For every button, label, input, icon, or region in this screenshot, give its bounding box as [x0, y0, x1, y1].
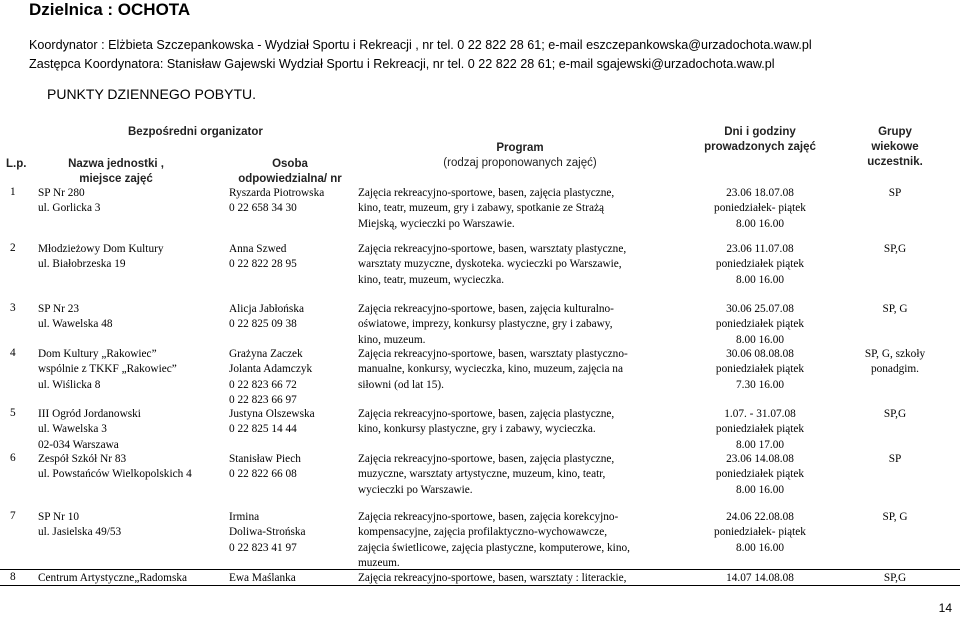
row-7-unit-line: SP Nr 10 [38, 511, 80, 523]
row-2-groups-line: SP,G [883, 243, 907, 255]
header-groups-line-1: Grupy [878, 126, 912, 138]
row-5-person [229, 407, 315, 438]
row-4-person-line: 0 22 823 66 97 [229, 393, 297, 406]
row-4-lp: 4 [10, 347, 16, 359]
header-person-line-2: odpowiedzialna/ nr [238, 173, 342, 185]
row-2-person-line: 0 22 822 28 95 [229, 258, 297, 271]
header-unit-line-1: Nazwa jednostki , [68, 158, 164, 170]
row-3-groups [840, 302, 950, 317]
row-6-lp: 6 [10, 452, 16, 464]
row-5-person-line: 0 22 825 14 44 [229, 423, 297, 436]
header-program [420, 141, 620, 171]
header-groups [840, 125, 950, 170]
row-3-days-line: 8.00 16.00 [735, 333, 784, 346]
header-person-line-1: Osoba [272, 158, 308, 170]
row-4-person [229, 347, 312, 408]
row-8-unit [38, 571, 187, 586]
row-7-lp: 7 [10, 510, 16, 522]
row-8-groups-line: SP,G [883, 572, 907, 584]
row-6-program-line: Zajęcia rekreacyjno-sportowe, basen, zajęcia plastyczne, [358, 453, 615, 465]
row-3-unit-line: ul. Wawelska 48 [38, 318, 113, 331]
row-3-program-line: oświatowe, imprezy, konkursy plastyczne, gry i zabawy, [358, 318, 613, 331]
header-lp: L.p. [6, 158, 27, 170]
header-program-line-2: (rodzaj proponowanych zajęć) [443, 157, 597, 169]
section-title: PUNKTY DZIENNEGO POBYTU. [47, 86, 256, 102]
row-7-person [229, 510, 306, 556]
row-7-days-line: poniedziałek- piątek [714, 526, 806, 539]
row-3-groups-line: SP, G [882, 303, 908, 315]
row-1-days-line: 23.06 18.07.08 [726, 187, 794, 199]
row-6-unit-line: ul. Powstańców Wielkopolskich 4 [38, 468, 192, 481]
row-2-person-line: Anna Szwed [229, 243, 287, 255]
row-5-unit-line: III Ogród Jordanowski [38, 408, 141, 420]
row-1-lp: 1 [10, 186, 16, 198]
row-5-days-line: poniedziałek piątek [715, 423, 805, 436]
row-5-groups [840, 407, 950, 422]
row-1-program-line: Miejską, wycieczki po Warszawie. [358, 217, 515, 230]
row-7-days [695, 510, 825, 556]
header-program-line-1: Program [496, 142, 544, 154]
deputy-coordinator-line: Zastępca Koordynatora: Stanisław Gajewski Wydział Sportu i Rekreacji, nr tel. 0 22 822 28 61; e-mail sgajewski@urzadochota.waw.pl [29, 57, 775, 71]
row-7-program-line: Zajęcia rekreacyjno-sportowe, basen, zajęcia korekcyjno- [358, 511, 619, 523]
row-3-person-line: Alicja Jabłońska [229, 303, 304, 315]
row-5-groups-line: SP,G [883, 408, 907, 420]
row-3-lp: 3 [10, 302, 16, 314]
row-1-person-line: Ryszarda Piotrowska [229, 187, 325, 199]
row-8-person-line: Ewa Maślanka [229, 572, 296, 584]
row-7-unit [38, 510, 121, 541]
row-6-program-line: wycieczki po Warszawie. [358, 483, 473, 496]
row-2-days [695, 242, 825, 288]
row-3-program [358, 302, 614, 348]
row-3-unit [38, 302, 113, 333]
row-4-unit [38, 347, 177, 393]
row-2-person [229, 242, 297, 273]
row-5-days-line: 1.07. - 31.07.08 [724, 408, 796, 420]
row-3-person [229, 302, 304, 333]
row-3-days-line: 30.06 25.07.08 [726, 303, 794, 315]
coordinator-line: Koordynator : Elżbieta Szczepankowska - Wydział Sportu i Rekreacji , nr tel. 0 22 822 28 61; e-mail eszczepankowska@urzadochota.waw.pl [29, 38, 812, 52]
header-organizer: Bezpośredni organizator [128, 126, 263, 138]
row-2-days-line: poniedziałek piątek [715, 258, 805, 271]
row-2-program-line: warsztaty muzyczne, dyskoteka. wycieczki po Warszawie, [358, 258, 622, 271]
row-6-groups [840, 452, 950, 467]
row-8-unit-line: Centrum Artystyczne„Radomska [38, 572, 188, 584]
row-8-program [358, 571, 626, 586]
row-3-unit-line: SP Nr 23 [38, 303, 80, 315]
row-4-program-line: Zajęcia rekreacyjno-sportowe, basen, warsztaty plastyczno- [358, 348, 628, 360]
row-7-days-line: 24.06 22.08.08 [726, 511, 794, 523]
row-7-unit-line: ul. Jasielska 49/53 [38, 526, 122, 539]
row-7-groups [840, 510, 950, 525]
row-3-person-line: 0 22 825 09 38 [229, 318, 297, 331]
row-3-program-line: Zajęcia rekreacyjno-sportowe, basen, zajęcia kulturalno- [358, 303, 614, 315]
row-1-person [229, 186, 324, 217]
page-number: 14 [938, 601, 952, 615]
row-5-days [695, 407, 825, 453]
row-6-days-line: poniedziałek piątek [715, 468, 805, 481]
row-5-person-line: Justyna Olszewska [229, 408, 315, 420]
row-7-program-line: zajęcia świetlicowe, zajęcia plastyczne, komputerowe, kino, [358, 541, 630, 554]
row-5-program [358, 407, 614, 438]
row-2-lp: 2 [10, 242, 16, 254]
row-5-program-line: kino, konkursy plastyczne, gry i zabawy, wycieczka. [358, 423, 596, 436]
header-unit-line-2: miejsce zajęć [79, 173, 153, 185]
row-divider [0, 585, 960, 586]
row-1-days [695, 186, 825, 232]
row-6-days-line: 8.00 16.00 [735, 483, 784, 496]
row-8-lp: 8 [10, 571, 16, 583]
row-4-groups [840, 347, 950, 378]
header-days-line-2: prowadzonych zajęć [704, 141, 816, 153]
row-2-unit-line: ul. Białobrzeska 19 [38, 258, 126, 271]
row-5-lp: 5 [10, 407, 16, 419]
row-2-unit [38, 242, 164, 273]
row-6-days [695, 452, 825, 498]
row-1-program-line: kino, teatr, muzeum, gry i zabawy, spotkanie ze Strażą [358, 202, 604, 215]
row-7-person-line: Irmina [229, 511, 260, 523]
row-4-days-line: poniedziałek piątek [715, 363, 805, 376]
row-5-unit-line: 02-034 Warszawa [38, 438, 119, 451]
row-4-days-line: 30.06 08.08.08 [726, 348, 794, 360]
row-3-days-line: poniedziałek piątek [715, 318, 805, 331]
row-6-person [229, 452, 301, 483]
row-7-person-line: Doliwa-Strońska [229, 526, 306, 539]
row-4-person-line: Grażyna Zaczek [229, 348, 303, 360]
row-3-program-line: kino, muzeum. [358, 333, 426, 346]
row-1-person-line: 0 22 658 34 30 [229, 202, 297, 215]
row-6-person-line: Stanisław Piech [229, 453, 301, 465]
header-groups-line-2: wiekowe [871, 141, 919, 153]
row-5-days-line: 8.00 17.00 [735, 438, 784, 451]
row-2-unit-line: Młodzieżowy Dom Kultury [38, 243, 164, 255]
header-days-line-1: Dni i godziny [724, 126, 796, 138]
row-6-unit-line: Zespół Szkół Nr 83 [38, 453, 127, 465]
row-4-person-line: Jolanta Adamczyk [229, 363, 313, 376]
row-1-program-line: Zajęcia rekreacyjno-sportowe, basen, zajęcia plastyczne, [358, 187, 615, 199]
header-days [695, 125, 825, 155]
row-2-days-line: 8.00 16.00 [735, 273, 784, 286]
row-7-days-line: 8.00 16.00 [735, 541, 784, 554]
row-8-days [695, 571, 825, 586]
row-5-program-line: Zajęcia rekreacyjno-sportowe, basen, zajęcia plastyczne, [358, 408, 615, 420]
row-1-groups-line: SP [888, 187, 902, 199]
header-groups-line-3: uczestnik. [867, 156, 923, 168]
row-2-days-line: 23.06 11.07.08 [726, 243, 794, 255]
row-divider [0, 569, 960, 570]
row-1-days-line: 8.00 16.00 [735, 217, 784, 230]
row-7-program [358, 510, 630, 571]
row-5-unit [38, 407, 141, 453]
row-2-program [358, 242, 626, 288]
row-4-unit-line: wspólnie z TKKF „Rakowiec” [38, 363, 177, 376]
header-person [230, 157, 350, 187]
row-8-person [229, 571, 296, 586]
row-1-groups [840, 186, 950, 201]
row-4-program-line: siłowni (od lat 15). [358, 378, 444, 391]
row-7-groups-line: SP, G [882, 511, 908, 523]
row-4-person-line: 0 22 823 66 72 [229, 378, 297, 391]
row-1-unit-line: ul. Gorlicka 3 [38, 202, 101, 215]
row-4-groups-line: SP, G, szkoły [864, 348, 926, 360]
row-8-days-line: 14.07 14.08.08 [726, 572, 794, 584]
row-4-days [695, 347, 825, 393]
row-7-program-line: muzeum. [358, 556, 400, 569]
row-1-unit-line: SP Nr 280 [38, 187, 85, 199]
row-1-program [358, 186, 614, 232]
row-6-groups-line: SP [888, 453, 902, 465]
row-1-unit [38, 186, 100, 217]
row-2-groups [840, 242, 950, 257]
row-2-program-line: kino, teatr, muzeum, wycieczka. [358, 273, 505, 286]
page-title: Dzielnica : OCHOTA [29, 0, 191, 19]
row-6-program [358, 452, 614, 498]
row-1-days-line: poniedziałek- piątek [714, 202, 806, 215]
row-6-days-line: 23.06 14.08.08 [726, 453, 794, 465]
row-8-program-line: Zajęcia rekreacyjno-sportowe, basen, warsztaty : literackie, [358, 572, 627, 584]
row-5-unit-line: ul. Wawelska 3 [38, 423, 107, 436]
row-2-program-line: Zajęcia rekreacyjno-sportowe, basen, warsztaty plastyczne, [358, 243, 627, 255]
row-4-program-line: manualne, konkursy, wycieczka, kino, muzeum, zajęcia na [358, 363, 623, 376]
row-4-program [358, 347, 628, 393]
row-6-person-line: 0 22 822 66 08 [229, 468, 297, 481]
row-6-unit [38, 452, 192, 483]
header-unit [60, 157, 172, 187]
row-4-days-line: 7.30 16.00 [735, 378, 784, 391]
row-6-program-line: muzyczne, warsztaty artystyczne, muzeum, kino, teatr, [358, 468, 606, 481]
row-4-unit-line: Dom Kultury „Rakowiec” [38, 348, 157, 360]
row-4-groups-line: ponadgim. [870, 363, 919, 376]
row-4-unit-line: ul. Wiślicka 8 [38, 378, 101, 391]
row-3-days [695, 302, 825, 348]
row-7-program-line: kompensacyjne, zajęcia profilaktyczno-wychowawcze, [358, 526, 608, 539]
row-7-person-line: 0 22 823 41 97 [229, 541, 297, 554]
row-8-groups [840, 571, 950, 586]
